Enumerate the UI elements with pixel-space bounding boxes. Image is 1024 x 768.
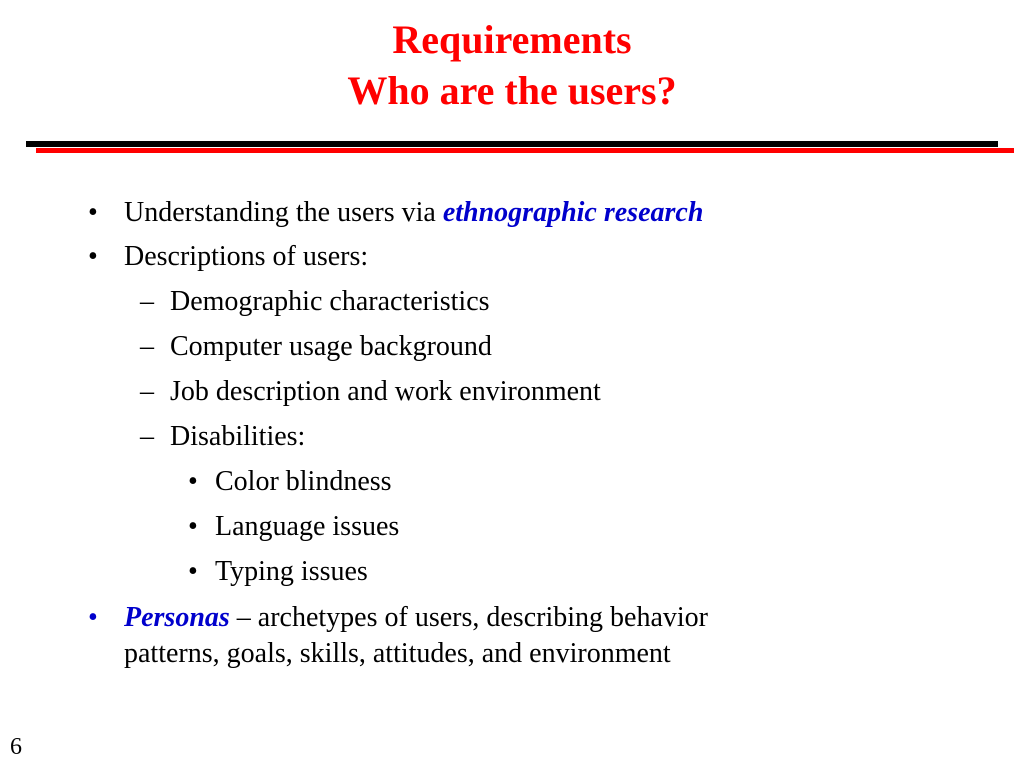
- sub-bullet-text: Job description and work environment: [170, 376, 601, 407]
- bullet-marker: •: [188, 466, 198, 497]
- dash-marker: –: [140, 376, 154, 407]
- ethnographic-research-emphasis: ethnographic research: [442, 197, 704, 228]
- sub-sub-bullet-text: Language issues: [215, 511, 400, 542]
- title-divider-red: [36, 148, 1014, 153]
- dash-marker: –: [140, 421, 154, 452]
- sub-sub-bullet-text: Color blindness: [215, 466, 392, 497]
- title-line-1: Requirements: [392, 17, 632, 62]
- bullet-text: Descriptions of users:: [124, 241, 369, 272]
- dash-marker: –: [140, 331, 154, 362]
- bullet-marker: •: [88, 241, 98, 272]
- bullet-marker: •: [188, 556, 198, 587]
- personas-emphasis: Personas: [124, 602, 230, 633]
- sub-bullet-text: Computer usage background: [170, 331, 492, 362]
- title-line-2: Who are the users?: [347, 68, 677, 113]
- bullet-text: Personas – archetypes of users, describing behavior: [124, 602, 708, 633]
- sub-sub-bullet-text: Typing issues: [215, 556, 368, 587]
- bullet-marker: •: [188, 511, 198, 542]
- bullet-text: Understanding the users via ethnographic research: [124, 197, 704, 228]
- title-divider-black: [26, 141, 998, 147]
- page-number: 6: [10, 734, 22, 760]
- slide-title: [0, 14, 1024, 116]
- bullet-marker: •: [88, 197, 98, 228]
- bullet-marker: •: [88, 602, 98, 633]
- sub-bullet-text: Demographic characteristics: [170, 286, 490, 317]
- bullet-text-continuation: patterns, goals, skills, attitudes, and environment: [124, 638, 671, 669]
- sub-bullet-text: Disabilities:: [170, 421, 306, 452]
- dash-marker: –: [140, 286, 154, 317]
